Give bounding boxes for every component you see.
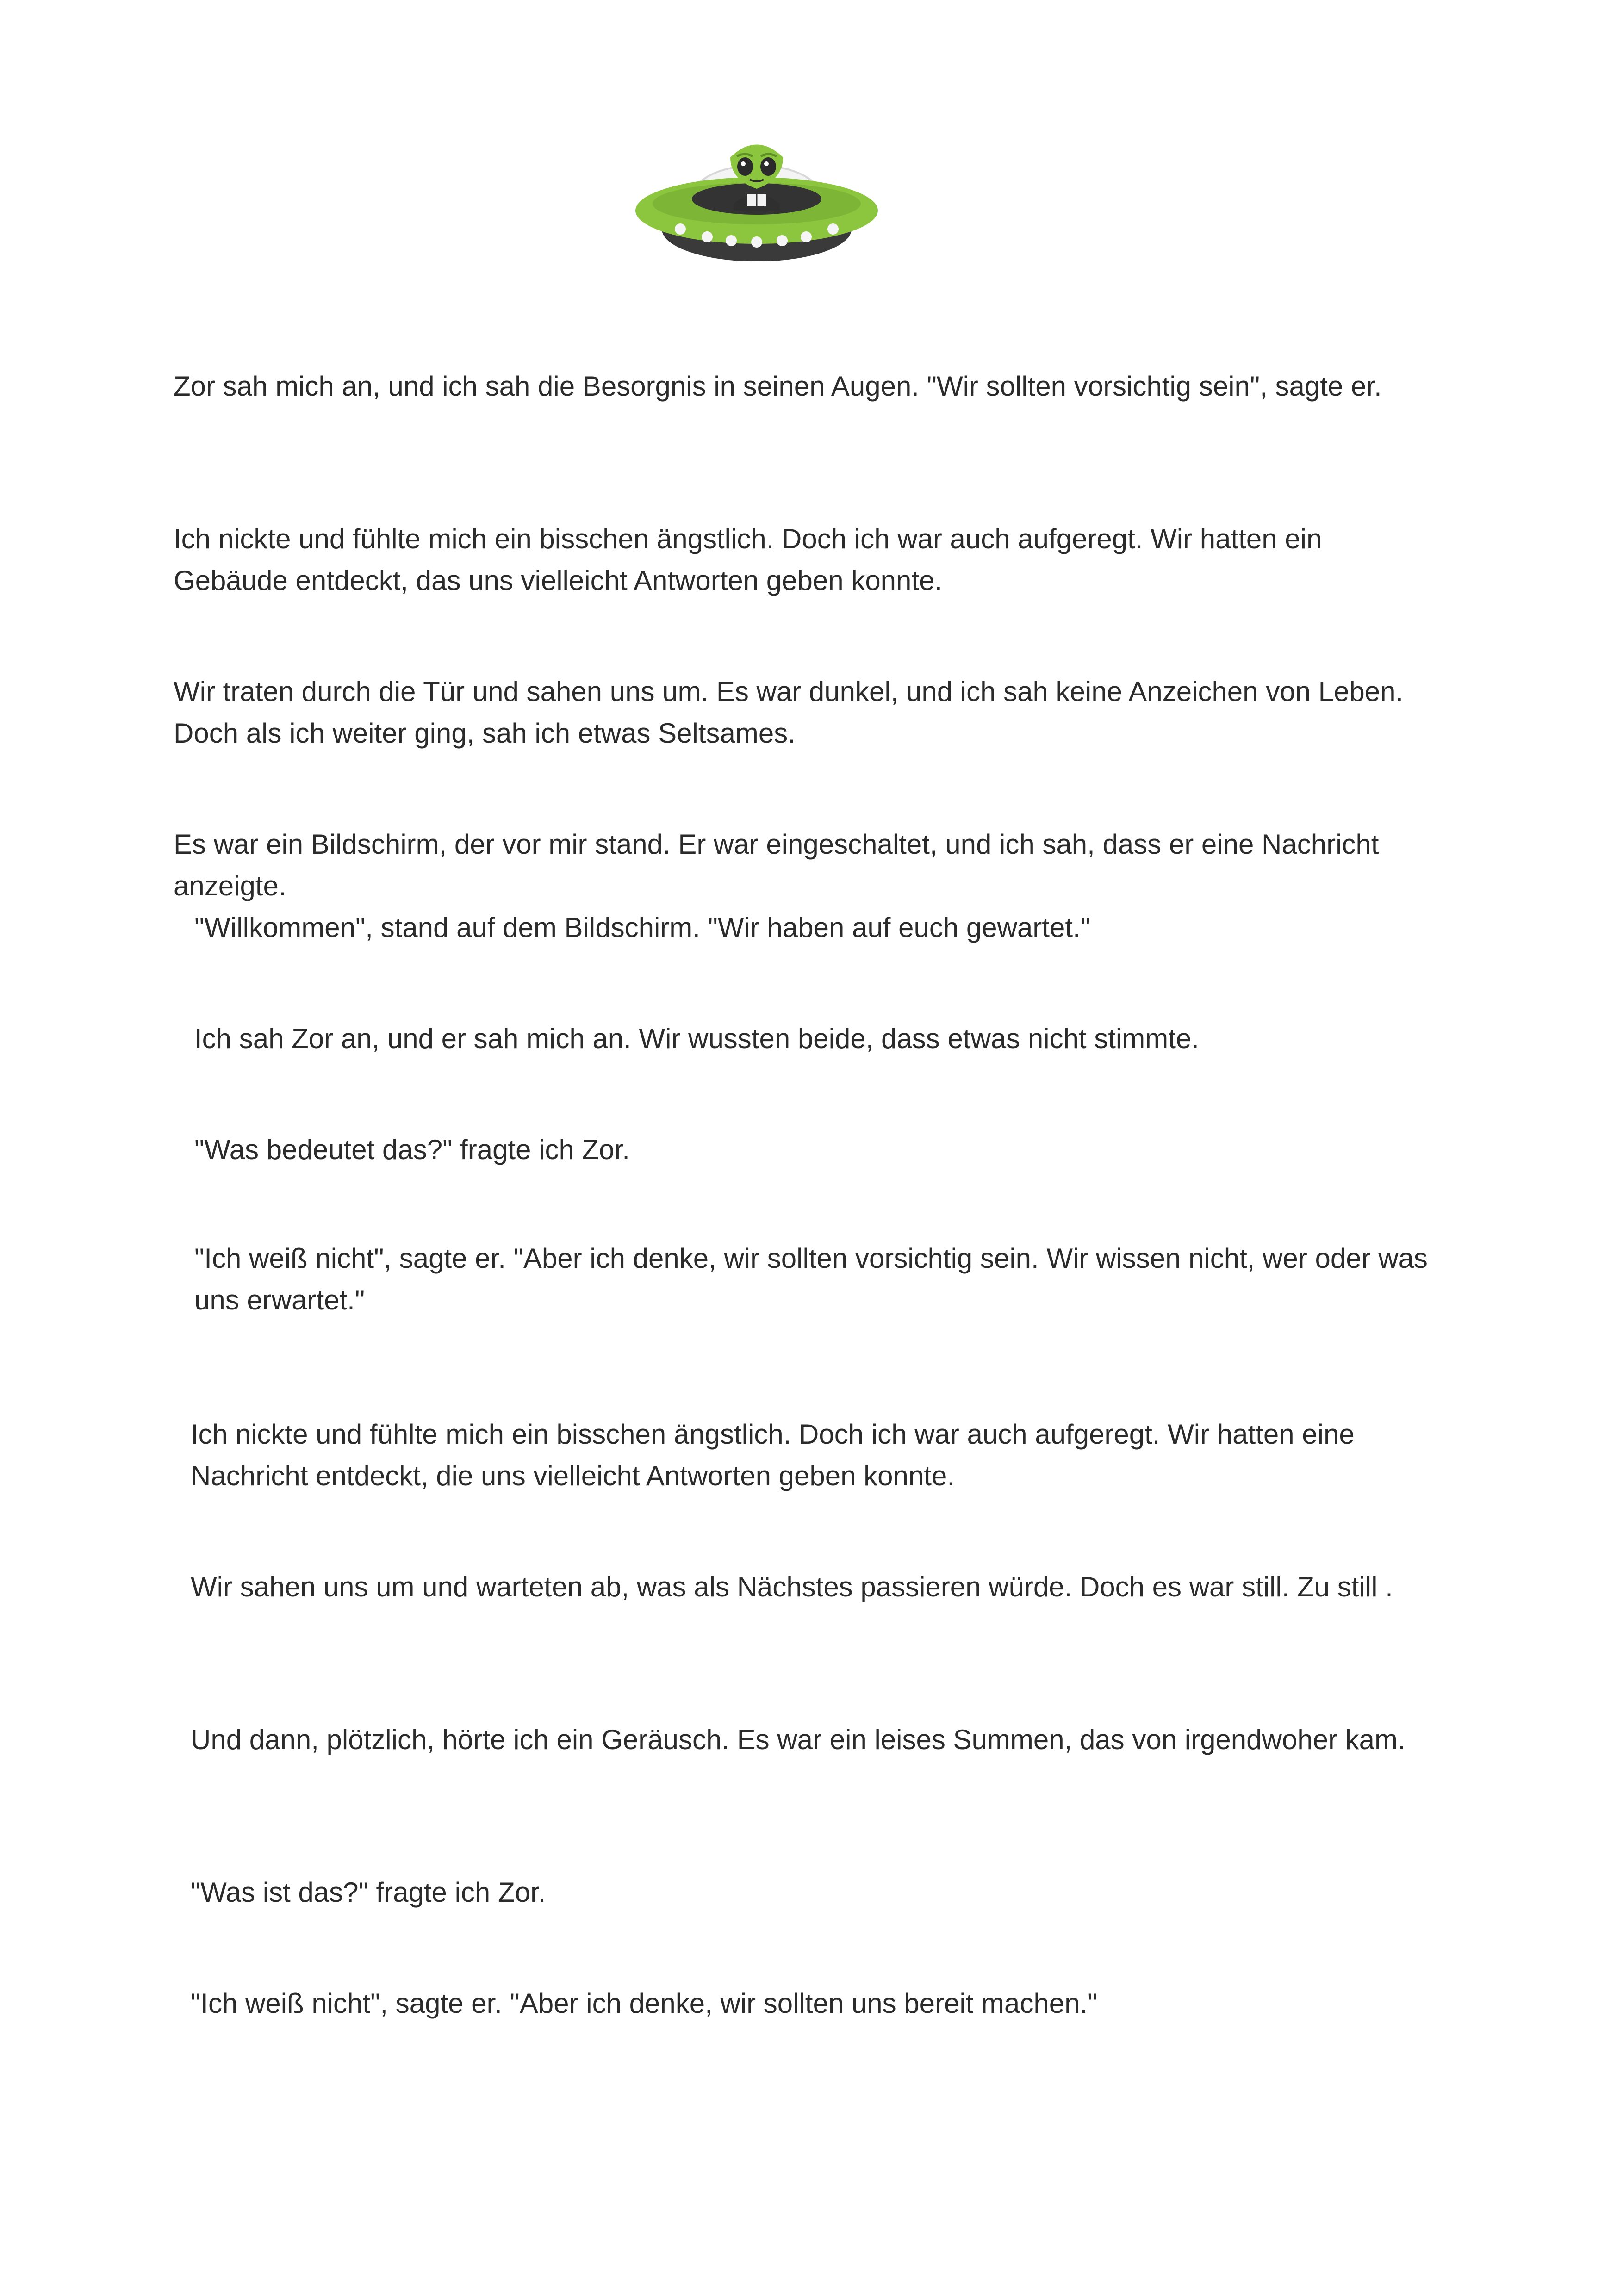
paragraph-12: "Was ist das?" fragte ich Zor. xyxy=(191,1877,546,1908)
paragraph-13: "Ich weiß nicht", sagte er. "Aber ich denke, wir sollten uns bereit machen." xyxy=(191,1988,1098,2019)
paragraph-6: Ich sah Zor an, und er sah mich an. Wir wussten beide, dass etwas nicht stimmte. xyxy=(194,1023,1199,1054)
paragraph-7: "Was bedeutet das?" fragte ich Zor. xyxy=(194,1134,630,1165)
paragraph-9: Ich nickte und fühlte mich ein bisschen ängstlich. Doch ich war auch aufgeregt. Wir hatten eine Nachricht entdeckt, die uns vielleicht Antworten geben konnte. xyxy=(191,1419,1355,1491)
paragraph-1: Zor sah mich an, und ich sah die Besorgnis in seinen Augen. "Wir sollten vorsichtig sein", sagte er. xyxy=(174,371,1382,402)
ufo-alien-icon xyxy=(634,134,879,273)
paragraph-2: Ich nickte und fühlte mich ein bisschen ängstlich. Doch ich war auch aufgeregt. Wir hatten ein Gebäude entdeckt, das uns vielleicht Antworten geben konnte. xyxy=(174,523,1322,596)
paragraph-4: Es war ein Bildschirm, der vor mir stand. Er war eingeschaltet, und ich sah, dass er eine Nachricht anzeigte. xyxy=(174,829,1379,901)
paragraph-11: Und dann, plötzlich, hörte ich ein Geräusch. Es war ein leises Summen, das von irgendwoher kam. xyxy=(191,1724,1406,1755)
paragraph-8: "Ich weiß nicht", sagte er. "Aber ich denke, wir sollten vorsichtig sein. Wir wissen nicht, wer oder was uns erwartet." xyxy=(194,1243,1428,1316)
paragraph-5: "Willkommen", stand auf dem Bildschirm. "Wir haben auf euch gewartet." xyxy=(194,912,1090,943)
paragraph-3: Wir traten durch die Tür und sahen uns um. Es war dunkel, und ich sah keine Anzeichen von Leben. Doch als ich weiter ging, sah ich etwas Seltsames. xyxy=(174,676,1404,749)
paragraph-10: Wir sahen uns um und warteten ab, was als Nächstes passieren würde. Doch es war still. Zu still . xyxy=(191,1571,1393,1602)
